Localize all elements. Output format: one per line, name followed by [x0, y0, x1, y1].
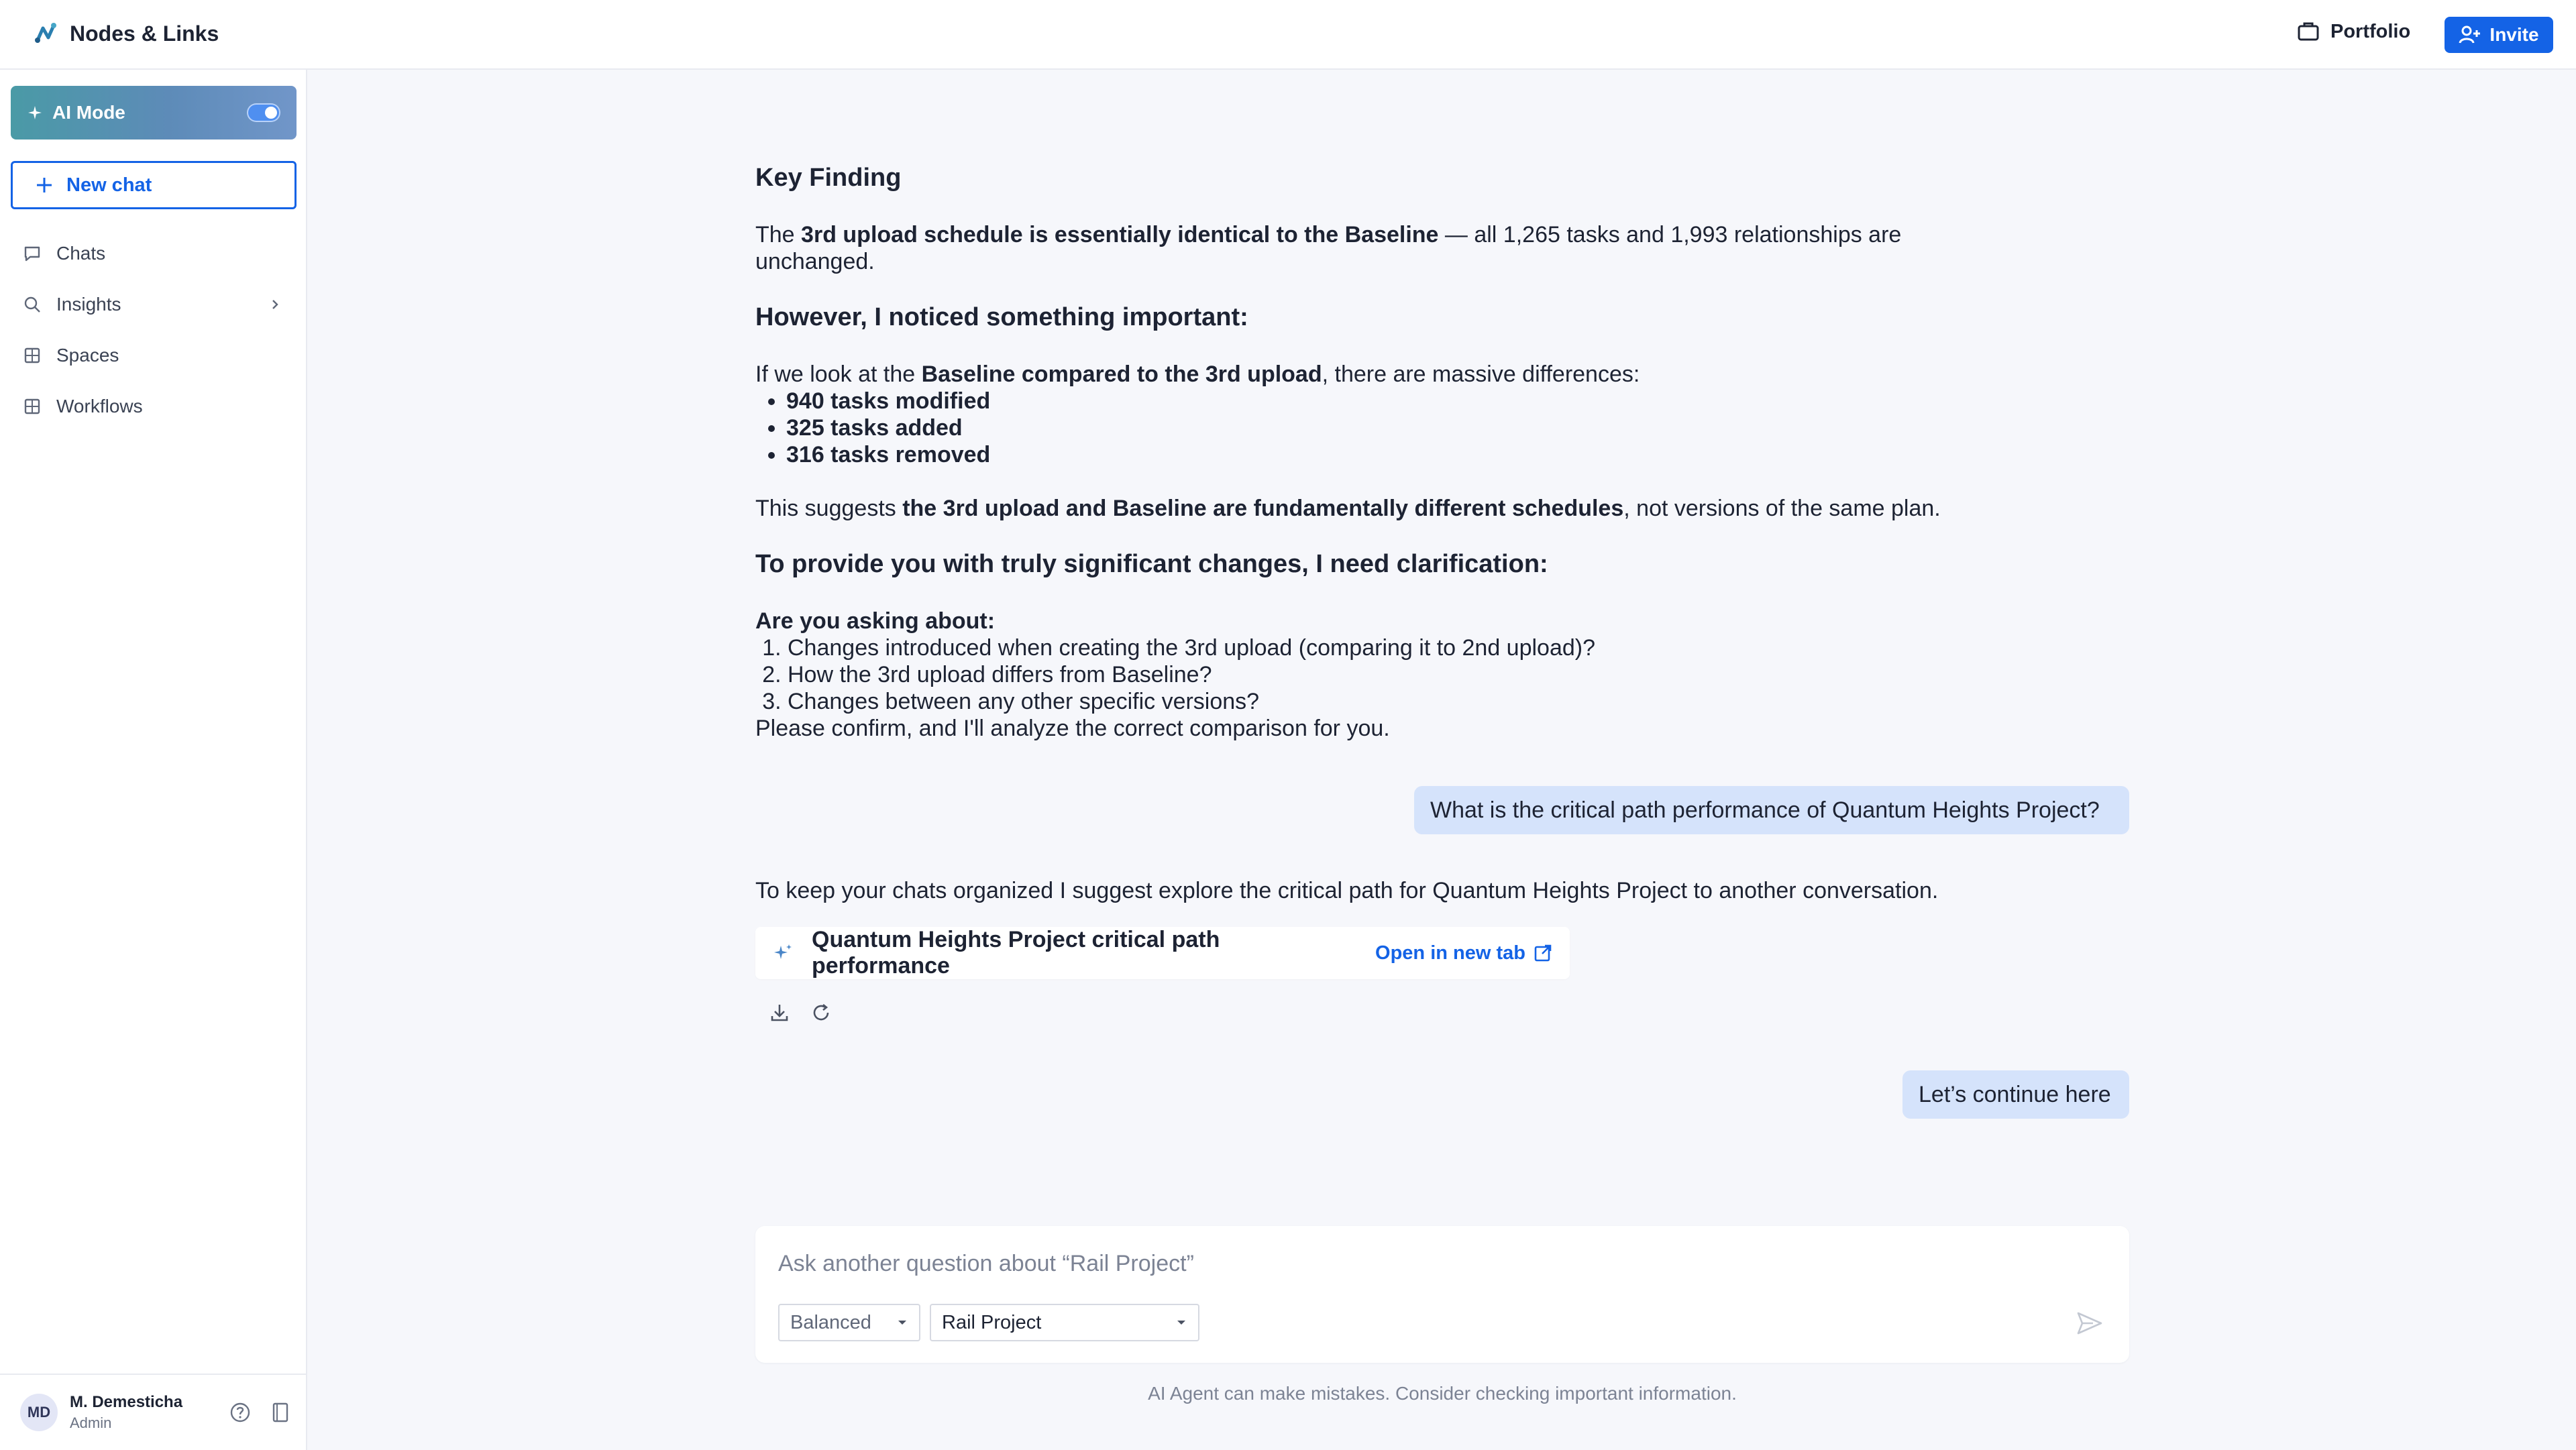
- sidebar-item-label: Spaces: [56, 345, 119, 366]
- text: , there are massive differences:: [1322, 361, 1640, 387]
- portfolio-button[interactable]: [2297, 20, 2410, 43]
- brand[interactable]: [32, 20, 219, 47]
- new-chat-button[interactable]: [11, 161, 297, 209]
- user-name: M. Demesticha: [70, 1393, 183, 1411]
- caret-down-icon: [896, 1319, 908, 1327]
- refresh-icon[interactable]: [809, 1001, 833, 1025]
- sidebar: [0, 70, 307, 1450]
- text: , not versions of the same plan.: [1623, 496, 1941, 521]
- download-icon[interactable]: [767, 1001, 792, 1025]
- section-heading: To provide you with truly significant changes, I need clarification:: [755, 550, 1548, 578]
- text: — all 1,265 tasks and 1,993 relationships are: [1438, 222, 1902, 247]
- differences-list: [786, 388, 990, 468]
- top-bar: [0, 0, 2576, 70]
- section-heading: However, I noticed something important:: [755, 303, 1248, 331]
- portfolio-label: Portfolio: [2330, 20, 2411, 42]
- list-item: 2. How the 3rd upload differs from Baseline?: [788, 661, 1595, 688]
- caret-down-icon: [1175, 1319, 1187, 1327]
- user-footer: [0, 1374, 307, 1450]
- list-item: • 316 tasks removed: [786, 441, 990, 468]
- text: The: [755, 222, 802, 247]
- send-icon[interactable]: [2076, 1309, 2104, 1337]
- bold-text: Baseline compared to the 3rd upload: [921, 361, 1322, 387]
- chat-composer: [755, 1226, 2129, 1363]
- confirm-text: Please confirm, and I'll analyze the correct comparison for you.: [755, 716, 1390, 741]
- add-user-icon: [2459, 25, 2481, 45]
- key-finding-heading: Key Finding: [755, 164, 902, 192]
- grid-icon: [23, 397, 42, 416]
- sidebar-item-label: Chats: [56, 243, 106, 264]
- chat-icon: [23, 244, 42, 263]
- suggestion-text: To keep your chats organized I suggest explore the critical path for Quantum Heights Project to another conversation.: [755, 878, 1939, 903]
- options-list: [788, 634, 1595, 715]
- user-message-bubble: Let’s continue here: [1902, 1070, 2129, 1119]
- text: This suggests: [755, 496, 903, 521]
- mode-select[interactable]: [778, 1304, 920, 1341]
- ai-mode-toggle[interactable]: [11, 86, 297, 140]
- book-icon[interactable]: [267, 1399, 294, 1426]
- new-chat-label: New chat: [66, 174, 152, 196]
- app-name: Nodes & Links: [70, 21, 219, 46]
- sparkle-icon: [27, 105, 43, 121]
- help-icon[interactable]: [227, 1399, 254, 1426]
- message-paragraph: [755, 495, 1949, 522]
- question-input[interactable]: [778, 1246, 2053, 1281]
- link-card-title: Quantum Heights Project critical path performance: [812, 927, 1220, 979]
- project-select[interactable]: [930, 1304, 1199, 1341]
- conversation-link-card[interactable]: [755, 927, 1570, 979]
- sidebar-item-chats[interactable]: [11, 233, 297, 274]
- bold-text: the 3rd upload and Baseline are fundamentally different schedules: [902, 496, 1624, 521]
- list-item: • 325 tasks added: [786, 414, 990, 441]
- sidebar-item-spaces[interactable]: [11, 335, 297, 376]
- ai-mode-switch[interactable]: [247, 103, 280, 122]
- sparkle-icon: [773, 943, 793, 963]
- sidebar-item-label: Workflows: [56, 396, 143, 416]
- message-actions: [767, 1001, 833, 1025]
- ai-mode-label: AI Mode: [52, 102, 125, 123]
- message-paragraph: [755, 361, 1949, 388]
- message-paragraph: [755, 221, 1949, 275]
- list-item: 1. Changes introduced when creating the 3rd upload (comparing it to 2nd upload)?: [788, 634, 1595, 661]
- list-item: 3. Changes between any other specific versions?: [788, 688, 1595, 715]
- text: unchanged.: [755, 249, 875, 274]
- bold-text: 3rd upload schedule is essentially identical to the Baseline: [801, 222, 1439, 247]
- avatar[interactable]: MD: [20, 1394, 58, 1431]
- user-role: Admin: [70, 1414, 112, 1431]
- asking-label: [755, 608, 1949, 634]
- search-icon: [23, 295, 42, 314]
- external-link-icon: [1534, 944, 1552, 962]
- open-label: Open in new tab: [1375, 942, 1525, 964]
- sidebar-item-label: Insights: [56, 294, 121, 315]
- mode-value: Balanced: [790, 1311, 871, 1333]
- project-value: Rail Project: [942, 1311, 1042, 1333]
- grid-icon: [23, 346, 42, 365]
- sidebar-item-insights[interactable]: [11, 284, 297, 325]
- sidebar-item-workflows[interactable]: [11, 386, 297, 427]
- plus-icon: [36, 176, 53, 194]
- bold-text: Are you asking about:: [755, 608, 996, 634]
- chevron-right-icon: [268, 298, 282, 311]
- text: If we look at the: [755, 361, 922, 387]
- disclaimer: AI Agent can make mistakes. Consider checking important information.: [1148, 1383, 1737, 1404]
- user-message-bubble: What is the critical path performance of Quantum Heights Project?: [1414, 786, 2129, 834]
- list-item: • 940 tasks modified: [786, 388, 990, 414]
- invite-label: Invite: [2489, 24, 2539, 45]
- invite-button[interactable]: [2445, 17, 2553, 53]
- open-in-new-tab-link[interactable]: [1375, 942, 1552, 964]
- logo-icon: [32, 20, 59, 47]
- briefcase-icon: [2297, 20, 2320, 43]
